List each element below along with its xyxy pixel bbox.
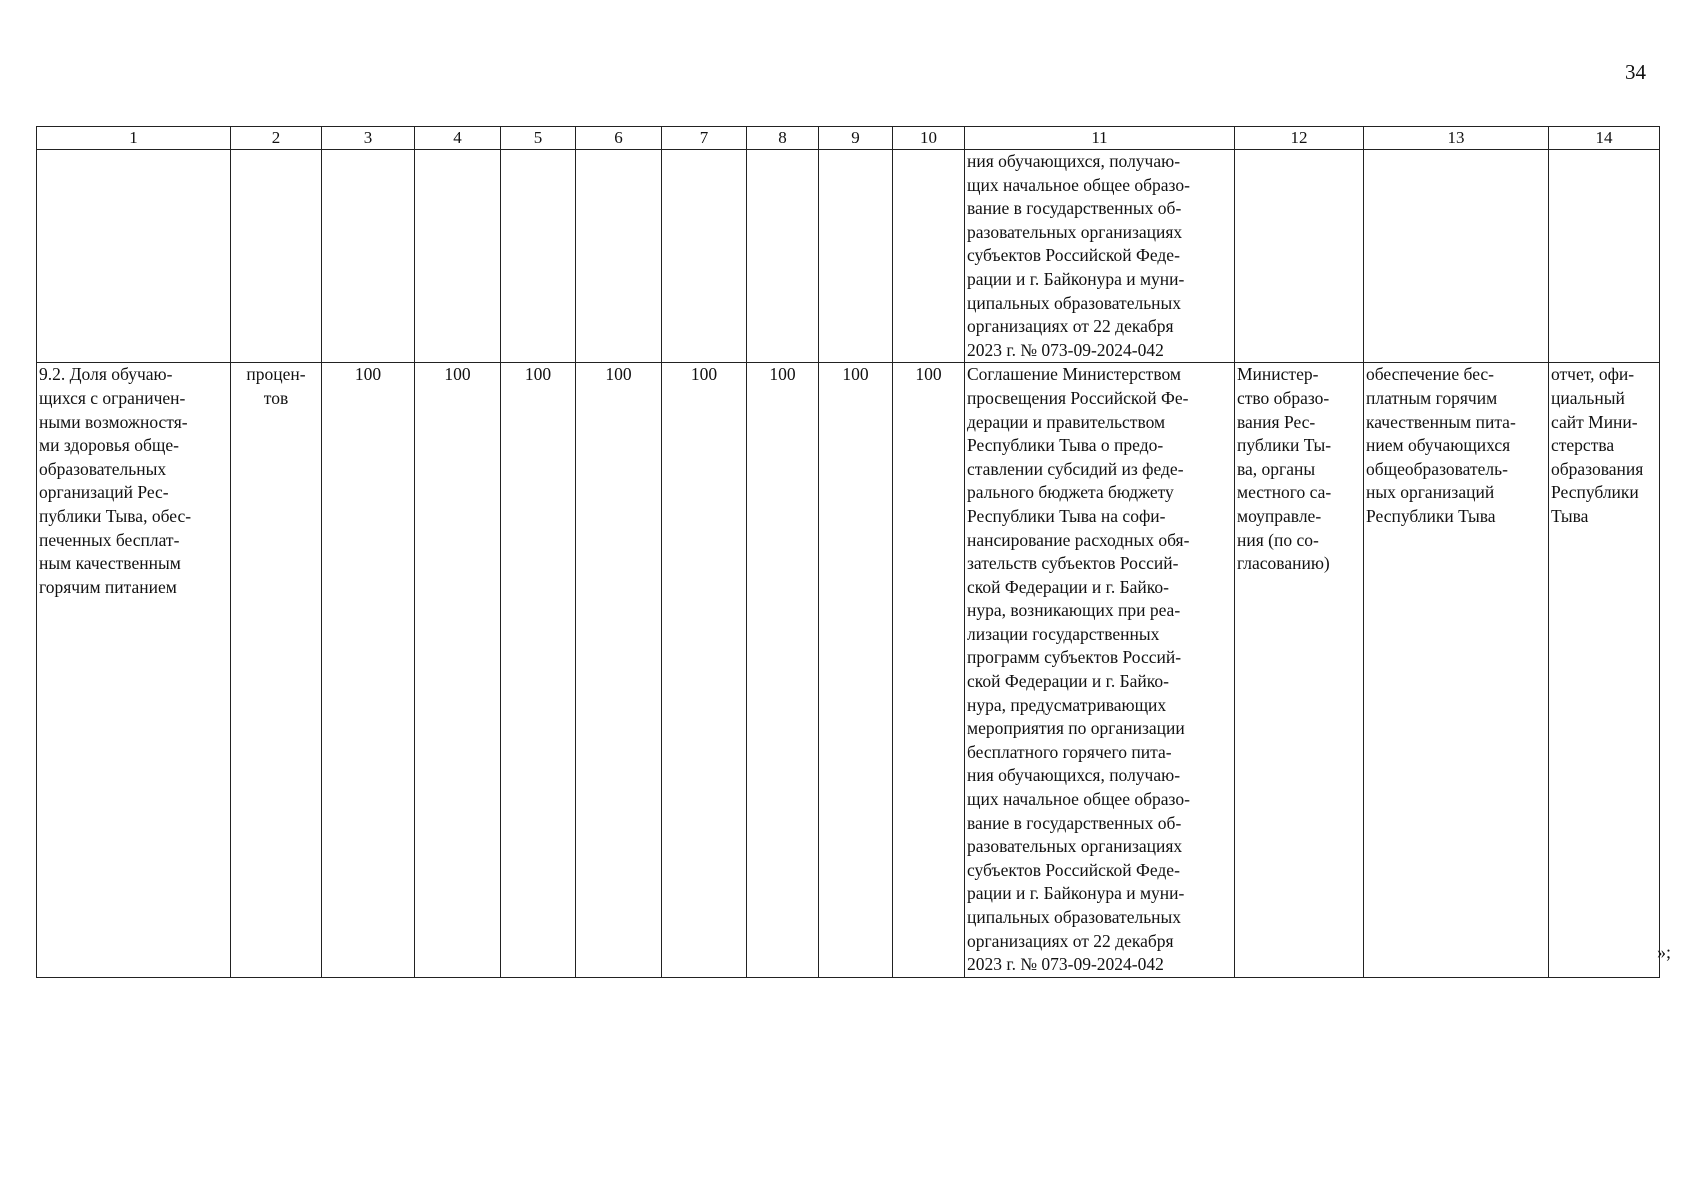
empty-cell [662, 150, 747, 363]
indicator-cell [37, 363, 231, 977]
value-cell: 100 [322, 363, 415, 977]
column-header: 11 [965, 127, 1235, 150]
value-cell: 100 [747, 363, 819, 977]
value-cell: 100 [662, 363, 747, 977]
column-header: 5 [501, 127, 576, 150]
empty-cell [747, 150, 819, 363]
empty-cell [322, 150, 415, 363]
result-cell [1364, 363, 1549, 977]
value-cell: 100 [819, 363, 893, 977]
empty-cell [1235, 150, 1364, 363]
empty-cell [231, 150, 322, 363]
indicator-text: 9.2. Доля обучаю- щихся с ограничен- ными возможностя- ми здоровья обще- образовательных организаций Рес- публики Тыва, обес- печенных бесплат- ным качественным горячим питанием [39, 364, 192, 597]
continuation-row [37, 150, 1660, 363]
empty-cell [819, 150, 893, 363]
column-header: 6 [576, 127, 662, 150]
column-number-row [37, 127, 1660, 150]
basis-continuation-cell [965, 150, 1235, 363]
source-text: отчет, офи- циальный сайт Мини- стерства образования Республики Тыва [1551, 364, 1644, 526]
basis-cell [965, 363, 1235, 977]
empty-cell [893, 150, 965, 363]
column-header: 9 [819, 127, 893, 150]
responsible-text: Министер- ство образо- вания Рес- публики Ты- ва, органы местного са- моуправле- ния (по со- гласованию) [1237, 364, 1332, 574]
column-header: 3 [322, 127, 415, 150]
unit-cell [231, 363, 322, 977]
column-header: 4 [415, 127, 501, 150]
column-header: 1 [37, 127, 231, 150]
column-header: 13 [1364, 127, 1549, 150]
column-header: 10 [893, 127, 965, 150]
basis-text: Соглашение Министерством просвещения Российской Фе- дерации и правительством Республики Тыва о предо- ставлении субсидий из феде- рального бюджета бюджету Республики Тыва на софи- нансирование расходных обя- зательств субъектов Россий- ской Федерации и г. Байко- нура, возникающих при реа- лизации государственных программ субъектов Россий- ской Федерации и г. Байко- нура, предусматривающих мероприятия по организации бесплатного горячего пита- ния обучающихся, получаю- щих начальное общее образо- вание в государственных об- разовательных организациях субъектов Российской Феде- рации и г. Байконура и муни- ципальных образовательных организациях от 22 декабря 2023 г. № 073-09-2024-042 [967, 364, 1190, 975]
indicators-table [36, 126, 1660, 978]
empty-cell [501, 150, 576, 363]
empty-cell [415, 150, 501, 363]
empty-cell [576, 150, 662, 363]
basis-continuation-text: ния обучающихся, получаю- щих начальное общее образо- вание в государственных об- разовательных организациях субъектов Российской Феде- рации и г. Байконура и муни- ципальных образовательных организациях от 22 декабря 2023 г. № 073-09-2024-042 [967, 151, 1190, 360]
result-text: обеспечение бес- платным горячим качественным пита- нием обучающихся общеобразователь- ных организаций Республики Тыва [1366, 364, 1516, 526]
column-header: 2 [231, 127, 322, 150]
empty-cell [1549, 150, 1660, 363]
value-cell: 100 [893, 363, 965, 977]
page-number: 34 [1625, 60, 1646, 84]
unit-text: процен- тов [246, 364, 306, 408]
empty-cell [1364, 150, 1549, 363]
source-cell [1549, 363, 1660, 977]
empty-cell [37, 150, 231, 363]
closing-quote-mark: »; [1657, 942, 1672, 962]
column-header: 8 [747, 127, 819, 150]
table-row-9-2 [37, 363, 1660, 977]
column-header: 7 [662, 127, 747, 150]
value-cell: 100 [576, 363, 662, 977]
column-header: 14 [1549, 127, 1660, 150]
column-header: 12 [1235, 127, 1364, 150]
responsible-cell [1235, 363, 1364, 977]
value-cell: 100 [501, 363, 576, 977]
value-cell: 100 [415, 363, 501, 977]
